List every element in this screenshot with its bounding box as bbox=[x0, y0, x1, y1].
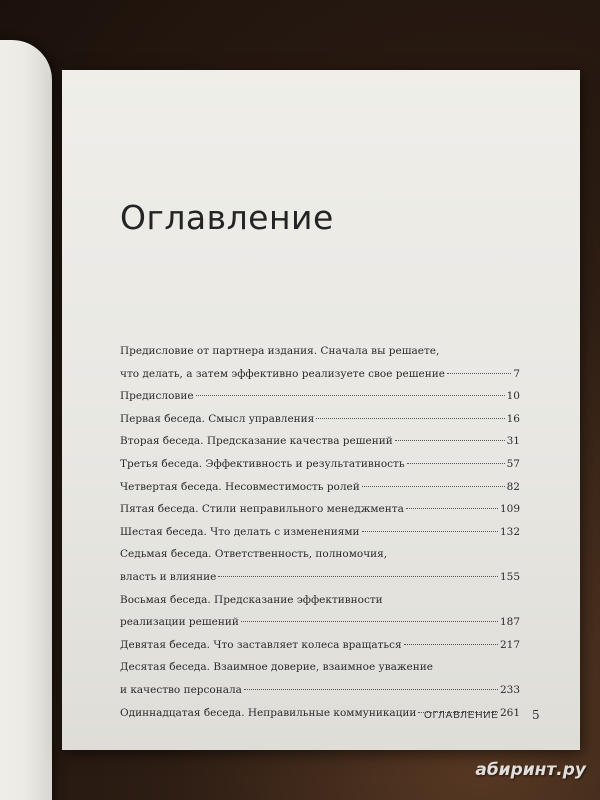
toc-entry-title: власть и влияние bbox=[120, 570, 217, 583]
toc-entry-page: 7 bbox=[513, 367, 520, 380]
toc-entry-line bbox=[120, 430, 520, 453]
toc-entry-title: Предисловие bbox=[120, 390, 194, 403]
toc-entry-line bbox=[120, 476, 520, 499]
toc-entry-page: 187 bbox=[499, 616, 520, 629]
book-page bbox=[62, 70, 580, 750]
dot-leader bbox=[362, 486, 505, 487]
toc-entry-line bbox=[120, 543, 520, 566]
toc-entry-line bbox=[120, 453, 520, 476]
dot-leader bbox=[447, 373, 511, 374]
toc-entry bbox=[120, 634, 520, 657]
toc-entry-line bbox=[120, 408, 520, 431]
toc-entry-title: Одиннадцатая беседа. Неправильные коммуникации bbox=[120, 706, 417, 719]
toc-entry-title: что делать, а затем эффективно реализуете свое решение bbox=[120, 367, 445, 380]
toc-entry bbox=[120, 453, 520, 476]
toc-entry-page: 57 bbox=[506, 457, 520, 470]
toc-entry-page: 109 bbox=[499, 503, 520, 516]
toc-entry bbox=[120, 521, 520, 544]
toc-entry bbox=[120, 543, 520, 588]
toc-entry-title: Четвертая беседа. Несовместимость ролей bbox=[120, 480, 360, 493]
toc-entry-line bbox=[120, 589, 520, 612]
dot-leader bbox=[196, 395, 505, 396]
toc-entry bbox=[120, 498, 520, 521]
toc-entry-line bbox=[120, 656, 520, 679]
page-title: Оглавление bbox=[120, 198, 334, 237]
toc-entry bbox=[120, 408, 520, 431]
toc-entry bbox=[120, 385, 520, 408]
dot-leader bbox=[244, 689, 498, 690]
toc-entry-line bbox=[120, 634, 520, 657]
toc-entry bbox=[120, 476, 520, 499]
toc-entry-page: 132 bbox=[499, 525, 520, 538]
toc-entry bbox=[120, 656, 520, 701]
dot-leader bbox=[407, 463, 505, 464]
toc-entry-title: Предисловие от партнера издания. Сначала вы решаете, bbox=[120, 345, 440, 357]
toc-entry-line bbox=[120, 340, 520, 363]
toc-entry-line bbox=[120, 498, 520, 521]
toc-entry bbox=[120, 340, 520, 385]
toc-entry-title: и качество персонала bbox=[120, 683, 242, 696]
toc-entry-page: 233 bbox=[499, 683, 520, 696]
dot-leader bbox=[404, 644, 498, 645]
toc-entry-line bbox=[120, 611, 520, 634]
toc-entry-title: Первая беседа. Смысл управления bbox=[120, 412, 315, 425]
table-of-contents bbox=[120, 340, 520, 724]
dot-leader bbox=[406, 508, 498, 509]
toc-entry-title: Пятая беседа. Стили неправильного менеджмента bbox=[120, 503, 404, 516]
toc-entry-page: 10 bbox=[506, 390, 520, 403]
toc-entry-title: Восьмая беседа. Предсказание эффективности bbox=[120, 593, 383, 606]
toc-entry-title: Девятая беседа. Что заставляет колеса вращаться bbox=[120, 638, 402, 651]
toc-entry-line bbox=[120, 385, 520, 408]
toc-entry-line bbox=[120, 679, 520, 702]
watermark-logo: абиринт.ру bbox=[475, 760, 586, 780]
toc-entry-line bbox=[120, 521, 520, 544]
toc-entry-page: 31 bbox=[506, 435, 520, 448]
facing-page-edge bbox=[0, 40, 52, 800]
toc-entry-page: 82 bbox=[506, 480, 520, 493]
dot-leader bbox=[362, 531, 498, 532]
toc-entry-line bbox=[120, 566, 520, 589]
toc-entry bbox=[120, 430, 520, 453]
dot-leader bbox=[241, 621, 498, 622]
toc-entry-page: 16 bbox=[506, 412, 520, 425]
toc-entry-title: Вторая беседа. Предсказание качества решений bbox=[120, 435, 393, 448]
toc-entry-page: 261 bbox=[499, 706, 520, 719]
toc-entry-page: 217 bbox=[499, 638, 520, 651]
toc-entry bbox=[120, 589, 520, 634]
dot-leader bbox=[395, 440, 505, 441]
running-head: ОГЛАВЛЕНИЕ bbox=[424, 710, 499, 721]
dot-leader bbox=[316, 418, 504, 419]
toc-entry-title: реализации решений bbox=[120, 616, 239, 629]
page-number: 5 bbox=[532, 708, 540, 722]
toc-entry-page: 155 bbox=[499, 570, 520, 583]
toc-entry-title: Седьмая беседа. Ответственность, полномочия, bbox=[120, 548, 388, 561]
dot-leader bbox=[218, 576, 498, 577]
toc-entry-title: Десятая беседа. Взаимное доверие, взаимное уважение bbox=[120, 661, 433, 674]
toc-entry-title: Третья беседа. Эффективность и результативность bbox=[120, 457, 405, 470]
toc-entry-line bbox=[120, 363, 520, 386]
toc-entry-title: Шестая беседа. Что делать с изменениями bbox=[120, 525, 360, 538]
